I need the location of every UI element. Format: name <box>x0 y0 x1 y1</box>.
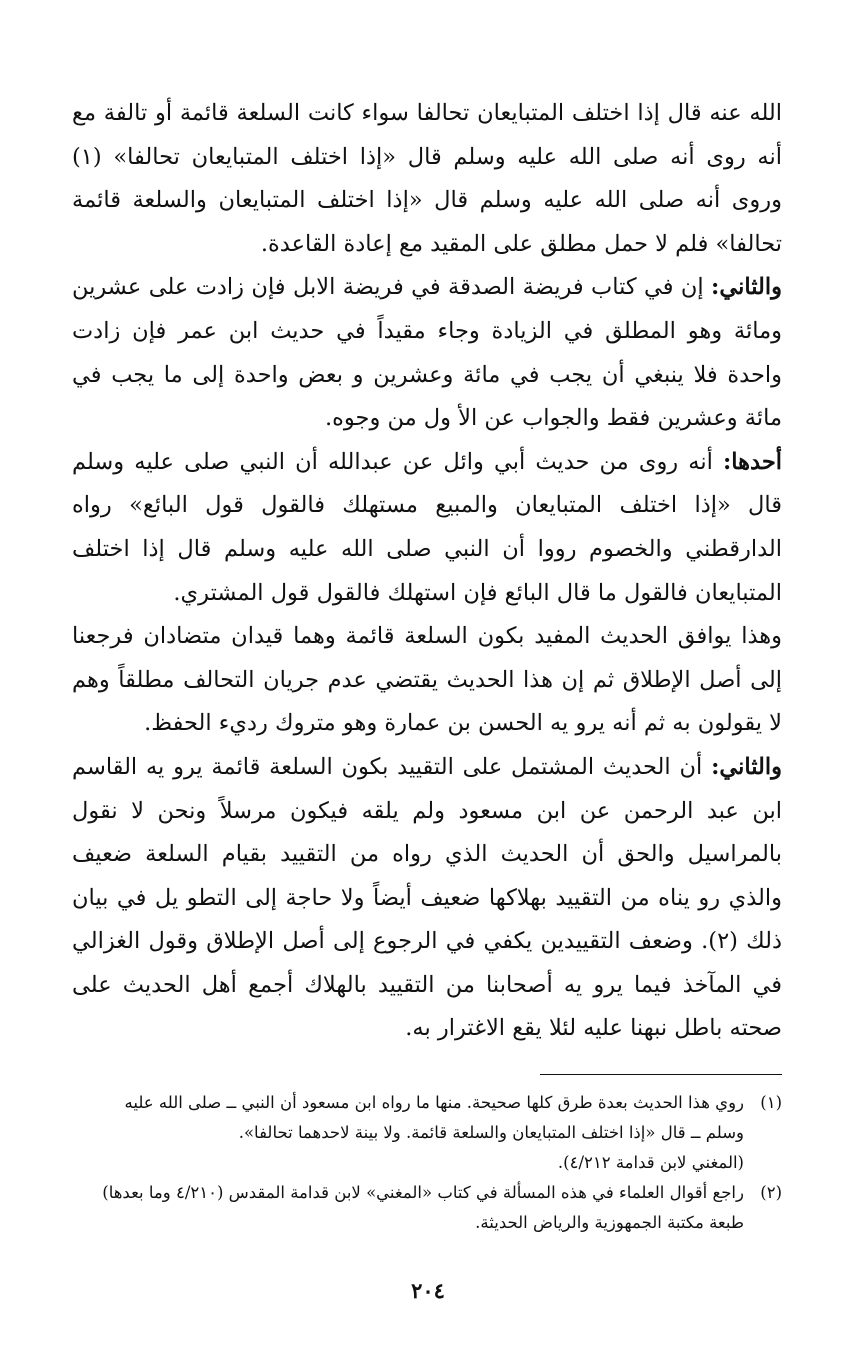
footnote-divider <box>540 1074 782 1075</box>
footnote-number: (١) <box>760 1093 782 1112</box>
paragraph <box>72 441 782 615</box>
paragraph-text: الله عنه قال إذا اختلف المتبايعان تحالفا سواء كانت السلعة قائمة أو تالفة مع أنه روى أنه صلى الله عليه وسلم قال «إذا اختلف المتبايعان تحالفا» (١) وروى أنه صلى الله عليه وسلم قال «إذا اختلف المتبايعان والسلعة قائمة تحالفا» فلم لا حمل مطلق على المقيد مع إعادة القاعدة. <box>72 100 782 257</box>
main-text <box>72 92 782 1051</box>
footnote-text: روي هذا الحديث بعدة طرق كلها صحيحة. منها ما رواه ابن مسعود أن النبي ــ صلى الله عليه وسلم ــ قال «إذا اختلف المتبايعان والسلعة قائمة. ولا بينة لاحدهما تحالفا». <box>124 1093 744 1142</box>
paragraph-lead: والثاني: <box>711 753 783 780</box>
footnote <box>82 1178 782 1238</box>
paragraph <box>72 615 782 746</box>
paragraph-lead: أحدها: <box>723 448 782 475</box>
footnote <box>82 1088 782 1178</box>
paragraph <box>72 266 782 440</box>
paragraph-text: إن في كتاب فريضة الصدقة في فريضة الابل فإن زادت على عشرين ومائة وهو المطلق في الزيادة وجاء مقيداً في حديث ابن عمر فإن زادت واحدة فلا ينبغي أن يجب في مائة وعشرين و بعض واحدة إلى ما يجب في مائة وعشرين فقط والجواب عن الأ ول من وجوه. <box>72 274 782 432</box>
paragraph-lead: والثاني: <box>711 274 782 301</box>
footnote-text: راجع أقوال العلماء في هذه المسألة في كتاب «المغني» لابن قدامة المقدس (٤/٢١٠ وما بعدها) طبعة مكتبة الجمهوزية والرياض الحديثة. <box>102 1183 744 1232</box>
paragraph <box>72 92 782 266</box>
paragraph-text: أنه روى من حديث أبي وائل عن عبدالله أن النبي صلى عليه وسلم قال «إذا اختلف المتبايعان والمبيع مستهلك فالقول قول البائع» رواه الدارقطني والخصوم رووا أن النبي صلى الله عليه وسلم قال إذا اختلف المتبايعان فالقول ما قال البائع فإن استهلك فالقول قول المشتري. <box>72 448 782 606</box>
paragraph <box>72 746 782 1051</box>
page-number: ٢٠٤ <box>411 1278 445 1303</box>
footnote-number: (٢) <box>760 1183 782 1202</box>
footnote-text: (المغني لابن قدامة ٤/٢١٢). <box>557 1153 744 1172</box>
footnotes <box>82 1088 782 1238</box>
paragraph-text: أن الحديث المشتمل على التقييد بكون السلعة قائمة يرو يه القاسم ابن عبد الرحمن عن ابن مسعود ولم يلقه فيكون مرسلاً ونحن لا نقول بالمراسيل والحق أن الحديث الذي رواه من التقييد بقيام السلعة ضعيف والذي رو يناه من التقييد بهلاكها ضعيف أيضاً ولا حاجة إلى التطو يل في بيان ذلك (٢). وضعف التقييدين يكفي في الرجوع إلى أصل الإطلاق وقول الغزالي في المآخذ فيما يرو يه أصحابنا من التقييد بالهلاك أجمع أهل الحديث على صحته باطل نبهنا عليه لئلا يقع الاغترار به. <box>72 753 782 1042</box>
paragraph-text: وهذا يوافق الحديث المفيد بكون السلعة قائمة وهما قيدان متضادان فرجعنا إلى أصل الإطلاق ثم إن هذا الحديث يقتضي عدم جريان التحالف مطلقاً وهم لا يقولون به ثم أنه يرو يه الحسن بن عمارة وهو متروك رديء الحفظ. <box>72 623 782 737</box>
